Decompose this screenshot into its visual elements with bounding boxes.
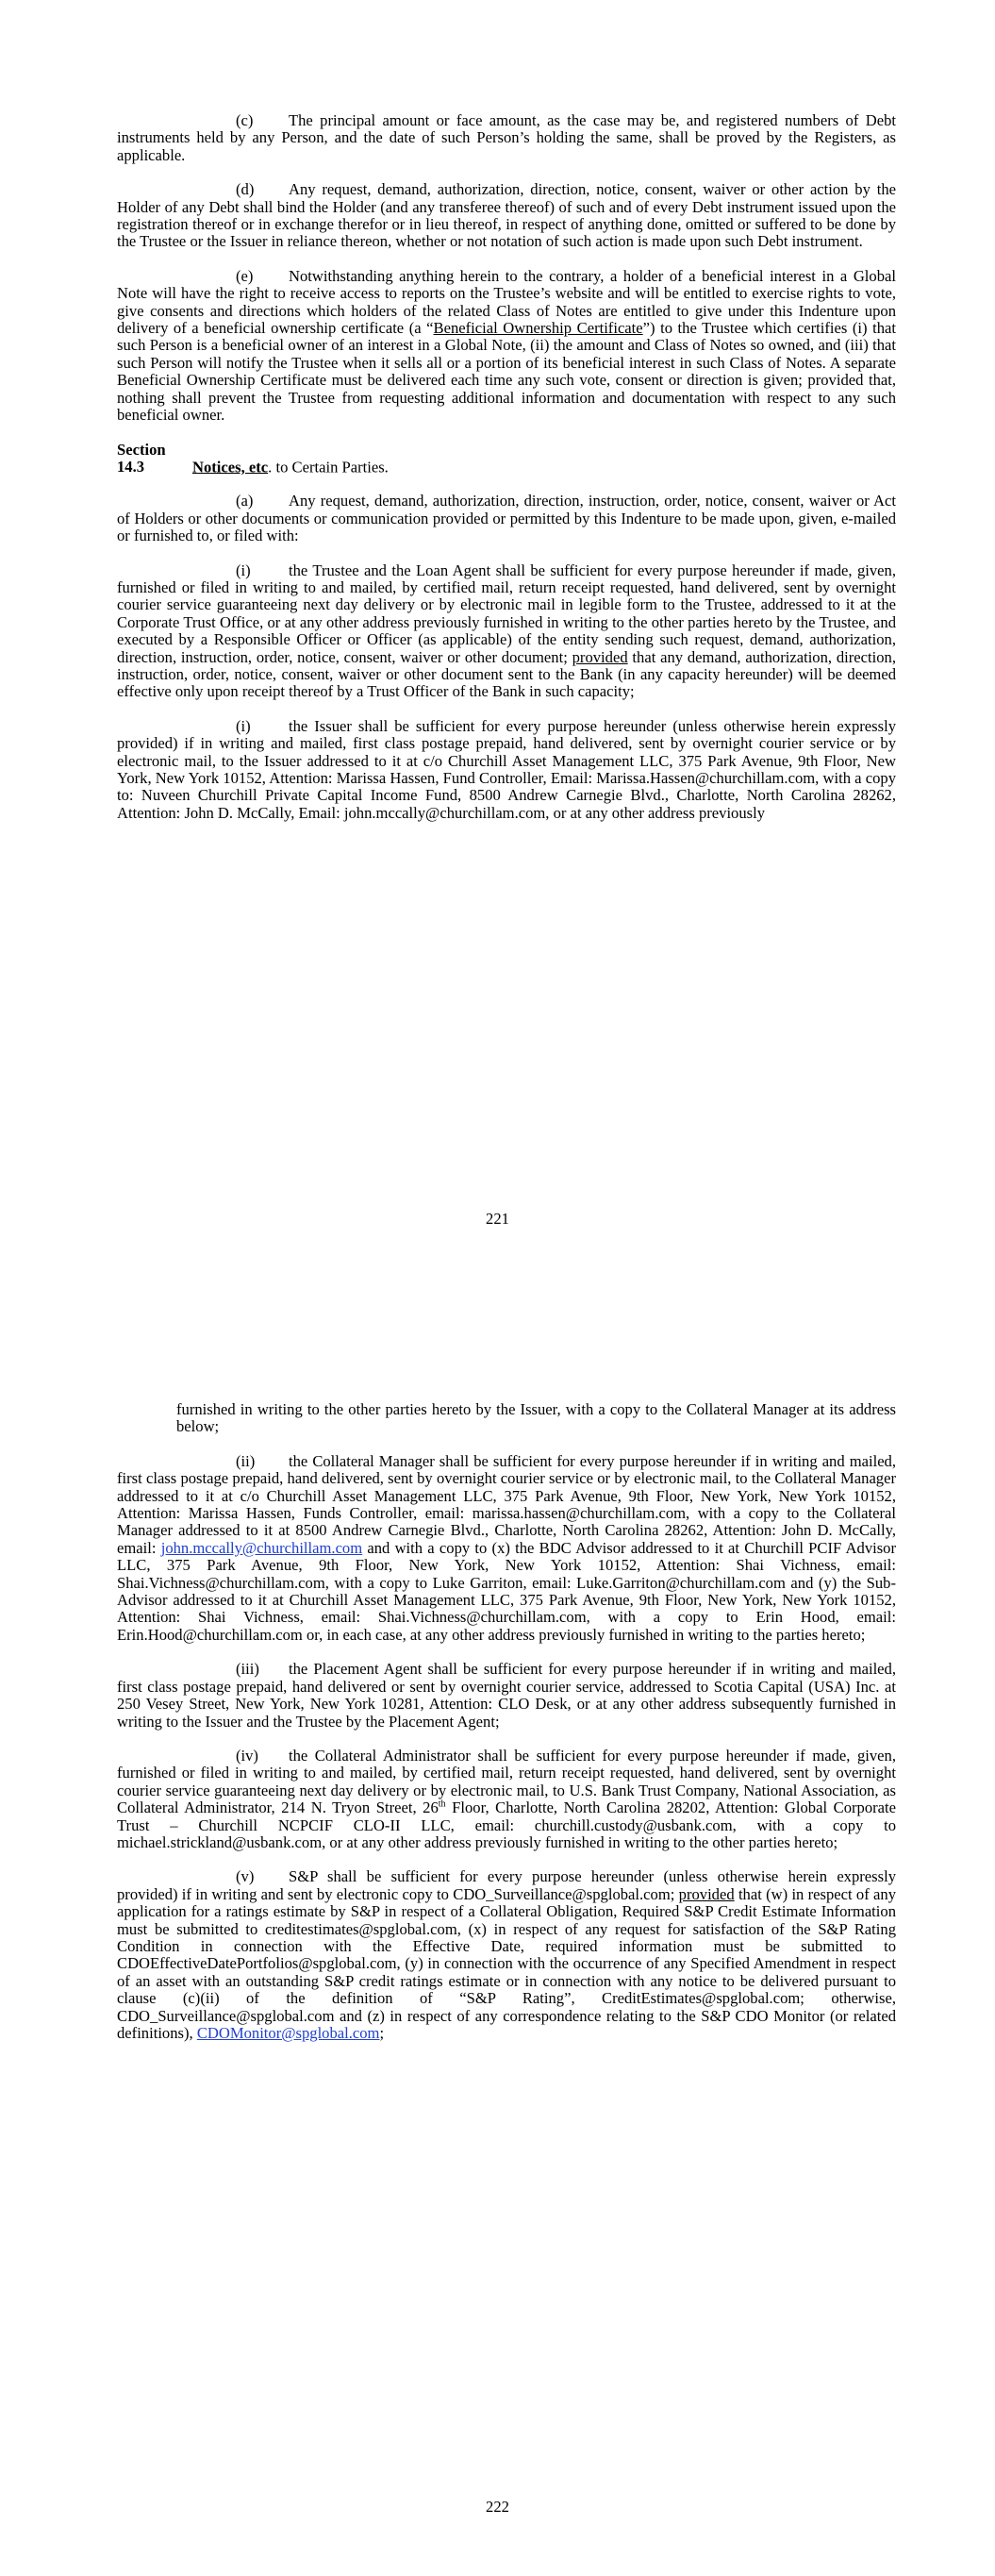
clause-label: (i) [236,560,251,579]
section-title: Notices, etc [192,457,269,476]
clause-text: S&P shall be sufficient for every purpose hereunder (unless otherwise herein expressly provided) if in writing and sent by electronic copy to CDO_Surveillance@spglobal.com; [117,1867,896,1903]
clause-iii [117,1661,896,1731]
clause-text: that (w) in respect of any application for a ratings estimate by S&P in respect of a Collateral Obligation, Required S&P Credit Estimate Information must be submitted to creditestimates@spglobal.com, (x) in respect of any request for satisfaction of the S&P Rating Condition in connection with the Effective Date, required information must be submitted to CDOEffectiveDatePortfolios@spglobal.com, (y) in connection with the occurrence of any Specified Amendment in respect of an asset with an outstanding S&P credit ratings estimate or in connection with any notice to be delivered pursuant to clause (c)(ii) of the definition of “S&P Rating”, CreditEstimates@spglobal.com; otherwise, CDO_Surveillance@spglobal.com and (z) in respect of any correspondence relating to the S&P CDO Monitor (or related definitions), [117,1884,896,2042]
clause-label: (i) [236,716,251,735]
paragraph-label: (a) [236,492,254,510]
defined-term: Beneficial Ownership Certificate [433,319,643,338]
clause-label: (v) [236,1867,255,1886]
clause-text: the Issuer shall be sufficient for every purpose hereunder (unless otherwise herein expressly provided) if in writing and mailed, first class postage prepaid, hand delivered, sent by overnight courier service or by electronic mail, to the Issuer addressed to it at c/o Churchill Asset Management LLC, 375 Park Avenue, 9th Floor, New York, New York 10152, Attention: Marissa Hassen, Fund Controller, Email: Marissa.Hassen@churchillam.com, with a copy to: Nuveen Churchill Private Capital Income Fund, 8500 Andrew Carnegie Blvd., Charlotte, North Carolina 28262, Attention: John D. McCally, Email: john.mccally@churchillam.com, or at any other address previously [117,716,896,822]
section-number: Section 14.3 [117,440,166,476]
paragraph-text: Notwithstanding anything herein to the contrary, a holder of a beneficial interest in a Global Note will have the right to receive access to reports on the Trustee’s website and will be entitled to exercise rights to vote, give consents and directions which holders of the related Class of Notes are entitled to give under this Indenture upon delivery of a beneficial ownership certificate (a “ [117,266,896,338]
clause-i-trustee [117,562,896,701]
page-222-body [117,1401,896,2042]
clause-v [117,1868,896,2042]
clause-label: (iv) [236,1746,258,1765]
paragraph-text: Any request, demand, authorization, direction, notice, consent, waiver or other action by the Holder of any Debt shall bind the Holder (and any transferee thereof) of such and of every Debt instrument issued upon the registration thereof or in exchange therefor or in lieu thereof, in respect of anything done, omitted or suffered to be done by the Trustee or the Issuer in reliance thereon, whether or not notation of such action is made upon such Debt instrument. [117,180,896,251]
clause-text: the Collateral Administrator shall be sufficient for every purpose hereunder if made, given, furnished or filed in writing to and mailed, by certified mail, return receipt requested, hand delivered, sent by overnight courier service guaranteeing next day delivery or by electronic mail, to U.S. Bank Trust Company, National Association, as Collateral Administrator, 214 N. Tryon Street, 26 [117,1746,896,1817]
paragraph-text: ”) to the Trustee which certifies (i) that such Person is a beneficial owner of an interest in a Global Note, (ii) the amount and Class of Notes so owned, and (iii) that such Person will notify the Trustee when it sells all or a portion of its beneficial interest in such Class of Notes. A separate Beneficial Ownership Certificate must be delivered each time any such vote, consent or direction is given; provided that, nothing shall prevent the Trustee from requesting additional information and documentation with respect to any such beneficial owner. [117,319,896,425]
clause-i-issuer [117,718,896,822]
page-number: 222 [486,2498,509,2516]
paragraph-text: Any request, demand, authorization, direction, instruction, order, notice, consent, waiver or Act of Holders or other documents or communication provided or permitted by this Indenture to be made upon, given, e-mailed or furnished to, or filed with: [117,492,896,545]
paragraph-c [117,112,896,164]
provided-term: provided [678,1884,735,1903]
paragraph-text: The principal amount or face amount, as the case may be, and registered numbers of Debt instruments held by any Person, and the date of such Person’s holding the same, shall be proved by the Registers, as applicable. [117,111,896,164]
paragraph-label: (e) [236,266,254,285]
page-number: 221 [486,1210,509,1228]
paragraph-e [117,268,896,425]
clause-text: ; [379,2024,385,2042]
superscript: th [438,1798,446,1810]
page-221-body [117,112,896,822]
paragraph-label: (c) [236,111,254,129]
provided-term: provided [572,647,628,666]
clause-text: and with a copy to (x) the BDC Advisor addressed to it at Churchill PCIF Advisor LLC, 375 Park Avenue, 9th Floor, New York, New York 10152, Attention: Shai Vichness, email: Shai.Vichness@churchillam.com, with a copy to Luke Garriton, email: Luke.Garriton@churchillam.com and (y) the Sub-Advisor addressed to it at Churchill Asset Management LLC, 375 Park Avenue, 9th Floor, New York, New York 10152, Attention: Shai Vichness, email: Shai.Vichness@churchillam.com, with a copy to Erin Hood, email: Erin.Hood@churchillam.com or, in each case, at any other address previously furnished in writing to the parties hereto; [117,1538,897,1644]
clause-text: that any demand, authorization, direction, instruction, order, notice, consent, waiver or other document sent to the Bank (in any capacity hereunder) will be deemed effective only upon receipt thereof by a Trust Officer of the Bank in such capacity; [117,647,896,701]
email-link[interactable]: john.mccally@churchillam.com [160,1538,363,1557]
document-page-222 [0,1288,995,2576]
continuation-text: furnished in writing to the other parties hereto by the Issuer, with a copy to the Collateral Manager at its address below; [176,1400,896,1436]
paragraph-label: (d) [236,180,255,199]
clause-text: the Trustee and the Loan Agent shall be sufficient for every purpose hereunder if made, given, furnished or filed in writing to and mailed, by certified mail, return receipt requested, hand delivered, sent by overnight courier service guaranteeing next day delivery or by electronic mail in legible form to the Trustee, addressed to it at the Corporate Trust Office, or at any other address previously furnished in writing to the other parties hereto by the Trustee, and executed by a Responsible Officer or Officer (as applicable) of the entity sending such request, demand, authorization, direction, instruction, order, notice, consent, waiver or other document; [117,560,896,666]
section-heading [117,442,896,477]
paragraph-d [117,181,896,251]
email-link[interactable]: CDOMonitor@spglobal.com [196,2024,380,2042]
clause-text: Floor, Charlotte, North Carolina 28202, Attention: Global Corporate Trust – Churchill NCPCIF CLO-II LLC, email: churchill.custody@usbank.com, with a copy to michael.strickland@usbank.com, or at any other address previously furnished in writing to the other parties hereto; [117,1798,896,1851]
section-title-rest: . to Certain Parties. [268,457,389,476]
clause-text: the Collateral Manager shall be sufficient for every purpose hereunder if in writing and mailed, first class postage prepaid, hand delivered, sent by overnight courier service or by electronic mail, to the Collateral Manager addressed to it at c/o Churchill Asset Management LLC, 375 Park Avenue, 9th Floor, New York, New York 10152, Attention: Marissa Hassen, Funds Controller, email: marissa.hassen@churchillam.com, with a copy to the Collateral Manager addressed to it at 8500 Andrew Carnegie Blvd., Charlotte, North Carolina 28262, Attention: John D. McCally, email: [117,1451,896,1557]
paragraph-a [117,493,896,544]
clause-ii [117,1453,896,1644]
clause-text: the Placement Agent shall be sufficient for every purpose hereunder if in writing and mailed, first class postage prepaid, hand delivered or sent by overnight courier service, addressed to Scotia Capital (USA) Inc. at 250 Vesey Street, New York, New York 10281, Attention: CLO Desk, or at any other address subsequently furnished in writing to the Issuer and the Trustee by the Placement Agent; [117,1660,896,1731]
clause-iv [117,1748,896,1851]
clause-label: (ii) [236,1451,256,1470]
clause-label: (iii) [236,1660,259,1679]
